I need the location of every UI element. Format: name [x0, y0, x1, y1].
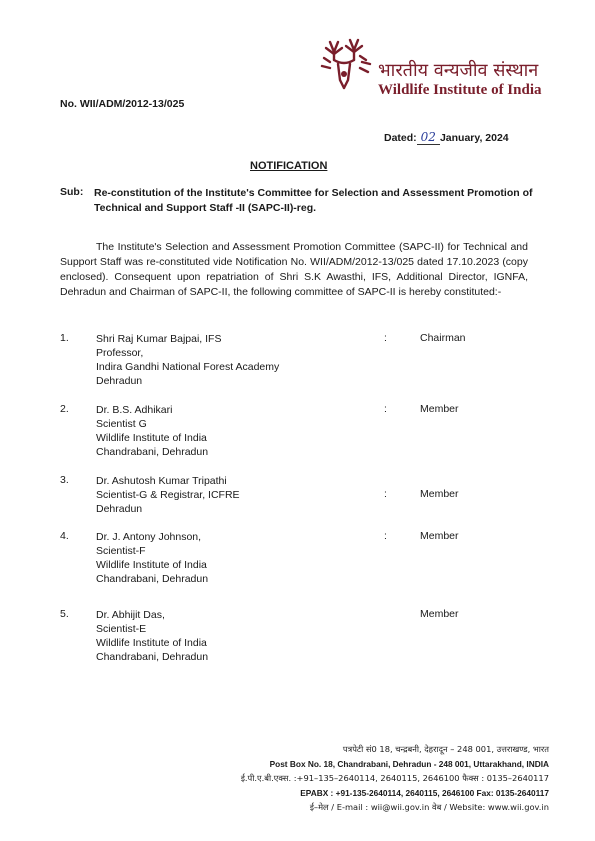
date-line: [384, 130, 509, 145]
footer-phone-hindi: ई.पी.ए.बी.एक्स. :+91–135–2640114, 2640115, 2646100 फैक्स : 0135–2640117: [240, 773, 549, 783]
member-number: 4.: [60, 530, 69, 542]
member-line: Professor,: [96, 347, 144, 359]
member-details: [96, 530, 208, 586]
member-role: Member: [420, 488, 459, 500]
member-colon: :: [384, 332, 387, 344]
member-colon: :: [384, 530, 387, 542]
subject-text: Re-constitution of the Institute's Committee for Selection and Assessment Promotion of Technical and Support Staff -II (SAPC-II)-reg.: [94, 187, 533, 214]
member-line: Wildlife Institute of India: [96, 559, 207, 571]
member-line: Chandrabani, Dehradun: [96, 573, 209, 585]
member-details: [96, 332, 279, 388]
member-details: [96, 403, 208, 459]
footer-email-website: ई–मेल / E-mail : wii@wii.gov.in वेब / Website: www.wii.gov.in: [309, 802, 549, 812]
member-line: Shri Raj Kumar Bajpai, IFS: [96, 333, 222, 345]
deer-tree-logo-icon: [316, 30, 376, 92]
member-number: 5.: [60, 608, 69, 620]
member-number: 2.: [60, 403, 69, 415]
footer-address-english: Post Box No. 18, Chandrabani, Dehradun - 248 001, Uttarakhand, INDIA: [269, 758, 549, 769]
member-details: [96, 608, 208, 664]
member-line: Scientist-E: [96, 623, 147, 635]
member-line: Wildlife Institute of India: [96, 637, 207, 649]
member-line: Dehradun: [96, 503, 143, 515]
body-paragraph: [60, 240, 528, 300]
member-line: Chandrabani, Dehradun: [96, 446, 209, 458]
member-role: Chairman: [420, 332, 466, 344]
member-number: 1.: [60, 332, 69, 344]
member-line: Dehradun: [96, 375, 143, 387]
member-line: Wildlife Institute of India: [96, 432, 207, 444]
date-label: Dated:: [384, 132, 417, 144]
member-line: Dr. Abhijit Das,: [96, 609, 165, 621]
member-line: Scientist G: [96, 418, 147, 430]
document-title: NOTIFICATION: [250, 160, 328, 172]
footer-address-hindi: पत्रपेटी सं0 18, चन्द्रबनी, देहरादून – 248 001, उत्तराखण्ड, भारत: [342, 744, 549, 754]
member-line: Scientist-G & Registrar, ICFRE: [96, 489, 240, 501]
member-role: Member: [420, 608, 459, 620]
reference-number: No. WII/ADM/2012-13/025: [60, 98, 185, 110]
member-number: 3.: [60, 474, 69, 486]
member-line: Dr. J. Antony Johnson,: [96, 531, 202, 543]
member-role: Member: [420, 530, 459, 542]
footer-address: [189, 742, 549, 815]
institute-name-english: Wildlife Institute of India: [378, 82, 542, 98]
member-line: Scientist-F: [96, 545, 146, 557]
institute-logo: [316, 30, 376, 92]
member-colon: :: [384, 488, 387, 500]
member-line: Indira Gandhi National Forest Academy: [96, 361, 280, 373]
footer-phone-english: EPABX : +91-135-2640114, 2640115, 2646100 Fax: 0135-2640117: [300, 787, 549, 798]
member-details: [96, 474, 240, 516]
subject-label: Sub:: [60, 186, 84, 198]
body-text: The Institute's Selection and Assessment Promotion Committee (SAPC-II) for Technical and Support Staff was re-constituted vide Notification No. WII/ADM/2012-13/025 dated 17.10.2023 (copy enclosed). Consequent upon repatriation of Shri S.K Awasthi, IFS, Additional Director, IGNFA, Dehradun and Chairman of SAPC-II, the following committee of SAPC-II is hereby constituted:-: [60, 241, 528, 298]
date-month-year: January, 2024: [439, 132, 509, 144]
member-line: Chandrabani, Dehradun: [96, 651, 209, 663]
institute-name-hindi: भारतीय वन्यजीव संस्थान: [378, 60, 539, 81]
member-role: Member: [420, 403, 459, 415]
handwritten-day: 02: [417, 130, 440, 145]
member-line: Dr. B.S. Adhikari: [96, 404, 173, 416]
member-colon: :: [384, 403, 387, 415]
member-line: Dr. Ashutosh Kumar Tripathi: [96, 475, 227, 487]
